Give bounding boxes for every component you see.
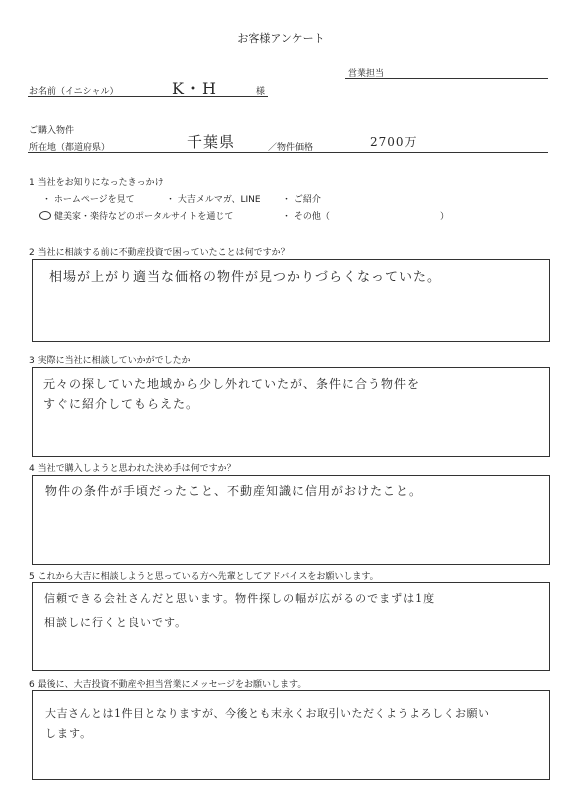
q1-option-other: ・ その他（ (282, 212, 330, 222)
q5-answer-box (32, 582, 550, 671)
name-honorific: 様 (256, 87, 266, 97)
location-label: 所在地（都道府県） (29, 143, 111, 153)
q4-label: 4 当社で購入しようと思われた決め手は何ですか？ (29, 464, 236, 474)
q4-answer-box (32, 475, 550, 565)
name-underline (28, 96, 268, 97)
q4-answer-line: 物件の条件が手頃だったこと、不動産知識に信用がおけたこと。 (45, 484, 423, 498)
location-underline (28, 152, 548, 153)
q5-label: 5 これから大吉に相談しようと思っている方へ先輩としてアドバイスをお願いします。 (29, 572, 379, 582)
q3-answer-line: すぐに紹介してもらえた。 (43, 397, 200, 411)
survey-title: お客様アンケート (237, 32, 325, 45)
q1-option-referral: ・ ご紹介 (282, 195, 321, 205)
q1-option-other-close: ） (440, 212, 450, 222)
location-value: 千葉県 (187, 133, 236, 151)
q3-label: 3 実際に当社に相談していかがでしたか (29, 356, 191, 366)
q3-answer-line: 元々の探していた地域から少し外れていたが、条件に合う物件を (43, 377, 421, 391)
q2-answer-line: 相場が上がり適当な価格の物件が見つかりづらくなっていた。 (49, 270, 442, 285)
q6-answer-line: 大吉さんとは1件目となりますが、今後とも末永くお取引いただくようよろしくお願い (45, 707, 490, 720)
name-label: お名前（イニシャル） (29, 87, 119, 97)
sales-rep-label: 営業担当 (348, 69, 385, 79)
name-value: K・H (172, 79, 217, 98)
q6-answer-box (32, 690, 550, 780)
price-label: ／物件価格 (268, 143, 314, 153)
q5-answer-line: 相談しに行くと良いです。 (44, 616, 188, 629)
q1-option-homepage: ・ ホームページを見て (42, 195, 135, 205)
q1-option-mailmag: ・ 大吉メルマガ、LINE (166, 195, 261, 205)
q2-label: 2 当社に相談する前に不動産投資で困っていたことは何ですか？ (29, 248, 290, 258)
q1-selected-circle-icon (39, 211, 51, 220)
q6-label: 6 最後に、大吉投資不動産や担当営業にメッセージをお願いします。 (29, 680, 307, 690)
q5-answer-line: 信頼できる会社さんだと思います。物件探しの幅が広がるのでまずは1度 (44, 592, 436, 605)
q1-option-portal: 健美家・楽待などのポータルサイトを通じて (54, 212, 234, 222)
q6-answer-line: します。 (45, 727, 93, 740)
purchase-label: ご購入物件 (29, 126, 75, 136)
q1-label: 1 当社をお知りになったきっかけ (29, 178, 164, 188)
price-value: 2700万 (370, 135, 418, 149)
q2-answer-box (32, 259, 550, 342)
sales-rep-underline (345, 78, 548, 79)
q3-answer-box (32, 367, 550, 457)
